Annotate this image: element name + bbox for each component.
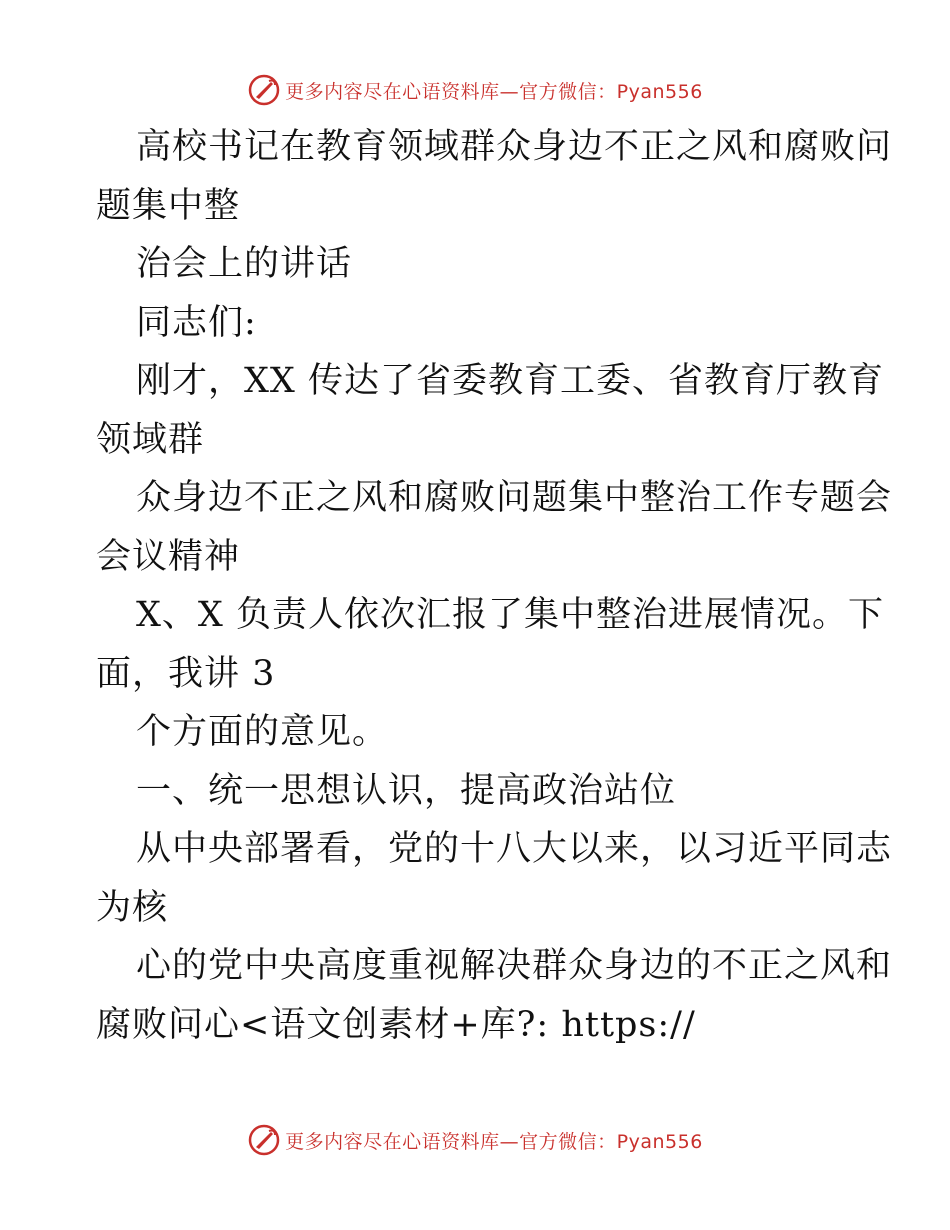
text-line: 一、统一思想认识，提高政治站位	[136, 770, 677, 811]
text-line: 会议精神	[96, 536, 241, 577]
quill-logo-icon	[247, 1123, 281, 1157]
text-line: 个方面的意见。	[136, 712, 389, 752]
banner-text: 更多内容尽在心语资料库—官方微信：Pyan556	[285, 80, 703, 103]
text-line: 同志们:	[136, 302, 257, 343]
header-banner	[0, 68, 950, 112]
text-line: 高校书记在教育领域群众身边不正之风和腐败问	[136, 127, 893, 167]
text-line: 心的党中央高度重视解决群众身边的不正之风和	[136, 946, 893, 986]
text-line: X、X 负责人依次汇报了集中整治进展情况。下	[136, 595, 884, 635]
text-line: 治会上的讲话	[136, 244, 353, 284]
text-line: 腐败问心<语文创素材+库?: https://	[96, 1004, 696, 1045]
footer-banner	[0, 1118, 950, 1162]
text-line: 面，我讲 3	[96, 653, 276, 694]
text-line: 从中央部署看，党的十八大以来，以习近平同志	[136, 829, 893, 869]
text-line: 为核	[96, 887, 169, 928]
text-line: 刚才，XX 传达了省委教育工委、省教育厅教育	[136, 361, 884, 401]
document-body	[96, 118, 893, 1054]
banner-text: 更多内容尽在心语资料库—官方微信：Pyan556	[285, 1130, 703, 1153]
text-line: 题集中整	[96, 185, 241, 226]
text-line: 众身边不正之风和腐败问题集中整治工作专题会	[136, 478, 893, 518]
text-line: 领域群	[96, 419, 205, 460]
quill-logo-icon	[247, 73, 281, 107]
